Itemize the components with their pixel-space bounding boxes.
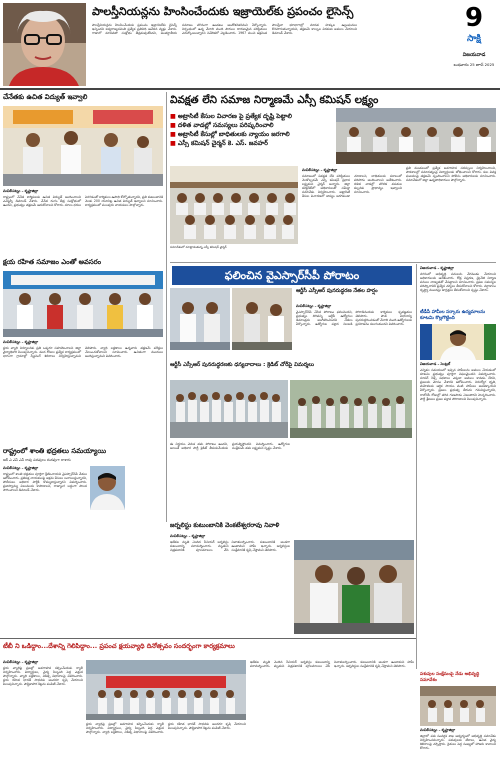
main-photo [336, 108, 496, 164]
main-body-1: సమాజంలో వివక్షత లేని పరిస్థితులు నెలకొల్పడమే ఎస్సీ కమిషన్ ప్రధాన లక్ష్యమని చైర్మన్ అన్నారు. జిల్లా కలెక్టరేట్‌లో అధికారులతో సమీక్షా సమావేశం నిర్వహించారు. అట్రాసిటీ కేసుల విచారణలో జాప్యం జరగకుండా చూడాలని, బాధితులకు సకాలంలో పరిహారం అందించాలని ఆదేశించారు. దళిత వాడల్లో మౌలిక వసతుల కల్పనకు ప్రాధాన్యం ఇవ్వాలని సూచించారు. [302, 174, 402, 199]
left-story3-kicker: ఆర్ ఎ ఎస్ ఎస్ రావు పదవులు దురవుగా రాశారు [3, 458, 71, 462]
bottom-rally-photo [86, 660, 246, 720]
main-bullet-1-text: అట్రాసిటీ కేసుల విచారణ పై ప్రత్యేక దృష్టి పెట్టాలి [177, 113, 292, 120]
main-photo-caption: సమావేశంలో మాట్లాడుతున్న ఎస్సీ కమిషన్ చైర్మన్ [170, 245, 227, 249]
main-bullet-3: ■ అట్రాసిటీ కేసుల్లో బాధితులకు న్యాయం జరగాలి [170, 131, 290, 138]
left-story1-dateline: మచిలీపట్నం – కృష్ణాజిల్లా [3, 189, 39, 193]
jagan-photo [294, 540, 414, 634]
city-label: విజయవాడ [462, 52, 486, 58]
jagan-body: ఇటీవల మృతి చెందిన సీనియర్ జర్నలిస్టు కుటుంబాన్ని పరామర్శించారు. మృతుని చిత్రపటానికి పూలమాలలు వేసి నివాళులర్పించారు. కుటుంబానికి అండగా ఉంటామని హామీ ఇచ్చారు. జర్నలిస్టుల సంక్షేమానికి కృషి చేస్తామని తెలిపారు. [170, 540, 290, 553]
main-bullet-2-text: దళిత వాడల్లో సమస్యలు పరిష్కరించాలి [177, 122, 274, 129]
top-story-headline: పాలస్తీనియన్లను హింసించేందుకు ఇజ్రాయెల్‌కు ప్రపంచం లైసెన్స్ [92, 5, 354, 18]
right-story2-photo [420, 324, 496, 360]
right-story2-body: ఎన్నికల సమయంలో ఇచ్చిన హామీలను అమలు చేయడంలో కూటమి ప్రభుత్వం పూర్తిగా విఫలమైందని విమర్శించారు. సూపర్ సిక్స్ పథకాలు ఎక్కడా అమలు కావడం లేదని, ప్రజలను మోసం చేశారని ఆరోపించారు. నిరుద్యోగ భృతి, మహిళలకు ఆర్థిక సాయం వంటి హామీలు అటకెక్కాయని పేర్కొన్నారు. ప్రజలు ప్రభుత్వ తీరును గమనిస్తున్నారని, రాబోయే రోజుల్లో తగిన గుణపాఠం చెబుతారని హెచ్చరించారు. పార్టీ శ్రేణులు ప్రజల పక్షాన పోరాడాలని పిలుపునిచ్చారు. [420, 368, 496, 401]
main-bullet-4-text: ఎస్సీ కమిషన్ చైర్మన్ కె. ఎస్. జవహర్ [177, 140, 268, 147]
ysrcp-photo-1 [170, 288, 230, 350]
left-story2-headline: క్షయ రహిత సమాజం ఎంతో అవసరం [3, 258, 102, 266]
jagan-headline: జర్నలిస్టు కుటుంబానికి వెంకటేశ్వరరావు నివాళి [170, 522, 280, 529]
left-story2-photo [3, 271, 163, 337]
bottom-body-2: క్షయ వ్యాధిపై ప్రజల్లో అవగాహన కల్పించేందుకు ర్యాలీ నిర్వహించారు. విద్యార్థులు, వైద్య సిబ్బంది పెద్ద ఎత్తున పాల్గొన్నారు. వ్యాధి లక్షణాలు, చికిత్స విధానాలపై వివరించారు. క్షయ రహిత భారత్ సాధనకు అందరూ కృషి చేయాలని పిలుపునిచ్చారు. పౌష్టికాహార కిట్లను పంపిణీ చేశారు. [86, 722, 246, 735]
left-story1-body: రాష్ట్రంలో చేనేత కార్మికులకు ఉచిత విద్యుత్ అందించాలని ఎమ్మెల్సీ డిమాండ్ చేశారు. చేనేత రంగం తీవ్ర సంక్షోభంలో ఉందని, ప్రభుత్వం తక్షణమే ఆదుకోవాలని కోరారు. నూలు ధరలు పెరగడంతో కార్మికులు ఉపాధి కోల్పోతున్నారని, ప్రతి కుటుంబానికి నెలకు 200 యూనిట్ల ఉచిత విద్యుత్ ఇవ్వాలని సూచించారు. కార్యక్రమంలో పలువురు నాయకులు పాల్గొన్నారు. [3, 195, 163, 208]
bottom-right-photo [420, 686, 496, 726]
left-story1-photo [3, 106, 163, 186]
main-dateline: మచిలీపట్నం – కృష్ణాజిల్లా [302, 168, 338, 172]
left-story2-dateline: మచిలీపట్నం – కృష్ణాజిల్లా [3, 340, 39, 344]
ysrcp-sub2: ఆర్టీసీ ఎస్సీఆర్ పునరుద్ధరణకు ధన్యవాదాలు : క్రెడిట్ చోరీపై విమర్శలు [170, 362, 314, 368]
ysrcp-crowd-photo [170, 380, 288, 438]
ysrcp-photo-2 [232, 288, 292, 350]
right-story2-headline: టీడీపీ హామీల సర్కారు ఉద్యమాలను కూటమి కొల్లగొట్టింది [420, 310, 486, 321]
bottom-right-body: జిల్లాలో పశు సంవర్థక శాఖ ఆధ్వర్యంలో అభివృద్ధి సమావేశం నిర్వహించనున్నారు. పశువులకు టీకాలు, ఉచిత వైద్య శిబిరాలపై చర్చిస్తారు. రైతులు పెద్ద సంఖ్యలో హాజరు కావాలని కోరారు. [420, 734, 496, 751]
main-headline: వివక్షత లేని సమాజ నిర్మాణమే ఎస్సీ కమిషన్ లక్ష్యం [170, 94, 379, 106]
bottom-dateline: మచిలీపట్నం – కృష్ణాజిల్లా [3, 660, 39, 664]
bottom-right-dateline: మచిలీపట్నం – కృష్ణాజిల్లా [420, 728, 456, 732]
left-story3-body: రాష్ట్రంలో శాంతి భద్రతలు పూర్తిగా క్షీణించాయని వైఎస్సార్‌సీపీ నేతలు ఆరోపించారు. ప్రతిపక్ష నాయకులపై అక్రమ కేసులు బనాయిస్తున్నారని, పోలీసులు అధికార పార్టీకి కొమ్ముకాస్తున్నారని విమర్శించారు. ప్రజాస్వామ్య విలువలను కాపాడాలని, రాజ్యాంగ బద్ధంగా పాలన సాగించాలని డిమాండ్ చేశారు. [3, 472, 87, 493]
brand-logo: సాక్షి [467, 34, 481, 44]
main-bullet-2: ■ దళిత వాడల్లో సమస్యలు పరిష్కరించాలి [170, 122, 274, 129]
main-bullet-3-text: అట్రాసిటీ కేసుల్లో బాధితులకు న్యాయం జరగాలి [177, 131, 290, 138]
ysrcp-body: వైఎస్సార్‌సీపీ చేసిన పోరాటం ఫలించిందని, ప్రభుత్వం దిగివచ్చి ఆర్టీసీ ఉద్యోగుల డిమాండ్లను అంగీకరించిందని నేతలు పేర్కొన్నారు. ఉద్యోగుల పక్షాన నిలబడి పోరాడినందుకు కార్మికులు కృతజ్ఞతలు తెలిపారు. పాత విధానాన్ని పునరుద్ధరించడంతో వేలాది మంది ఉద్యోగులకు ప్రయోజనం కలుగుతుందని వివరించారు. [296, 310, 412, 327]
ysrcp-sub1: ఆర్టీసీ ఎస్సీఆర్ పునరుద్ధరణ నేతల హర్షం [296, 288, 378, 294]
top-story-body: పాలస్తీనియన్లను హింసించేందుకు ప్రపంచం ఇజ్రాయెల్‌కు లైసెన్స్ ఇచ్చిందని ఐక్యరాజ్యసమితి ప్రత్యేక ప్రతినిధి ఆవేదన వ్యక్తం చేశారు. గాజాలో మానవతా సంక్షోభం తీవ్రమవుతోందని, అంతర్జాతీయ సమాజం మౌనంగా ఉండటం ఆందోళనకరమని పేర్కొన్నారు. నిర్బంధంలో ఉన్న వేలాది మంది పౌరులు దారుణమైన పరిస్థితులు ఎదుర్కొంటున్నారని నివేదికలో వెల్లడించారు. 1967 నుంచి ఆక్రమిత పాలస్తీనా భూభాగాల్లో మానవ హక్కుల ఉల్లంఘనలు కొనసాగుతున్నాయని, తక్షణమే కాల్పుల విరమణ అమలు చేయాలని డిమాండ్ చేశారు. [92, 23, 357, 36]
jagan-dateline: మచిలీపట్నం – కృష్ణాజిల్లా [170, 534, 206, 538]
left-story3-headline: రాష్ట్రంలో శాంతి భద్రతలు సమయ్యాయి [3, 447, 107, 455]
bottom-left-headline: టీబీ ని ఒడిద్దాం...దేశాన్ని గెలిపిద్దాం... ప్రపంచ క్షయవ్యాధి దినోత్సవం సందర్భంగా కార్యక్రమాలు [3, 642, 235, 650]
right-story2-dateline: విజయవాడ – సెంట్రల్ [420, 362, 451, 366]
ysrcp-body-2: ఈ నిర్ణయం వెనుక తమ పోరాటం ఉందని, అయితే అధికార పార్టీ క్రెడిట్ తీసుకునేందుకు ప్రయత్నిస్తోందని విమర్శించారు. ఉద్యోగుల సంక్షేమమే తమ లక్ష్యమని స్పష్టం చేశారు. [170, 442, 290, 451]
main-meeting-photo [170, 166, 298, 244]
bottom-body-3: ఇటీవల మృతి చెందిన సీనియర్ జర్నలిస్టు కుటుంబాన్ని పరామర్శించారు. మృతుని చిత్రపటానికి పూలమాలలు వేసి నివాళులర్పించారు. కుటుంబానికి అండగా ఉంటామని హామీ ఇచ్చారు. జర్నలిస్టుల సంక్షేమానికి కృషి చేస్తామని తెలిపారు. [250, 660, 414, 669]
ysrcp-crowd-photo-2 [290, 380, 412, 438]
bottom-body: క్షయ వ్యాధిపై ప్రజల్లో అవగాహన కల్పించేందుకు ర్యాలీ నిర్వహించారు. విద్యార్థులు, వైద్య సిబ్బంది పెద్ద ఎత్తున పాల్గొన్నారు. వ్యాధి లక్షణాలు, చికిత్స విధానాలపై వివరించారు. క్షయ రహిత భారత్ సాధనకు అందరూ కృషి చేయాలని పిలుపునిచ్చారు. పౌష్టికాహార కిట్లను పంపిణీ చేశారు. [3, 666, 83, 687]
date-label: బుధవారం 25 జూన్ 2025 [453, 62, 495, 67]
left-story3-photo [90, 466, 125, 510]
left-story1-headline: చేనేతకు ఉచిత విద్యుత్ ఇవ్వాలి [3, 93, 88, 101]
main-bullets [170, 112, 330, 148]
ysrcp-dateline: మచిలీపట్నం – కృష్ణాజిల్లా [296, 304, 332, 308]
ysrcp-banner: ఫలించిన వైఎస్సార్‌సీపీ పోరాటం [172, 266, 412, 285]
left-story2-body: క్షయ వ్యాధి నిర్మూలనకు ప్రతి ఒక్కరూ సహకరించాలని జిల్లా వైద్యాధికారి పిలుపునిచ్చారు. వంద రోజుల ప్రత్యేక కార్యక్రమంలో భాగంగా గ్రామాల్లో స్క్రీనింగ్ శిబిరాలు నిర్వహిస్తున్నామని తెలిపారు. వ్యాధి లక్షణాలు ఉన్నవారు తక్షణమే పరీక్షలు చేయించుకోవాలని సూచించారు. ఉచితంగా మందులు అందిస్తున్నామని వివరించారు. [3, 346, 163, 359]
portrait-photo [3, 3, 86, 86]
right-story1-body: నగరంలో అభివృద్ధి పనులను వేగవంతం చేయాలని అధికారులను ఆదేశించారు. రోడ్ల విస్తరణ, డ్రైనేజీ నిర్మాణ పనులు నాణ్యతతో చేపట్టాలని సూచించారు. ప్రజల సమస్యల పరిష్కారానికి ప్రత్యేక చర్యలు తీసుకోవాలని కోరారు. వర్షాకాలం దృష్ట్యా ముందస్తు జాగ్రత్తలు తీసుకోవాలని స్పష్టం చేశారు. [420, 272, 496, 293]
bottom-right-headline: పశువుల సంక్షేమంపై నేడు అభివృద్ధి సమావేశం [420, 672, 480, 683]
page-number: 9 [464, 3, 484, 33]
main-bullet-4: ■ ఎస్సీ కమిషన్ చైర్మన్ కె. ఎస్. జవహర్ [170, 140, 268, 147]
main-body-2: ప్రతి మండలంలో ప్రత్యేక అవగాహన సదస్సులు నిర్వహించాలని, పాఠశాలల్లో సమానత్వంపై విద్యార్థులకు బోధించాలని కోరారు. కుల వివక్ష ఘటనలపై తక్షణమే స్పందించాలని పోలీసు అధికారులకు సూచించారు. సమావేశంలో జిల్లా ఉన్నతాధికారులు పాల్గొన్నారు. [406, 166, 496, 183]
main-bullet-1: ■ అట్రాసిటీ కేసుల విచారణ పై ప్రత్యేక దృష్టి పెట్టాలి [170, 113, 292, 120]
right-story1-dateline: విజయవాడ – కృష్ణాజిల్లా [420, 266, 454, 270]
left-story3-dateline: మచిలీపట్నం – కృష్ణాజిల్లా [3, 466, 39, 470]
